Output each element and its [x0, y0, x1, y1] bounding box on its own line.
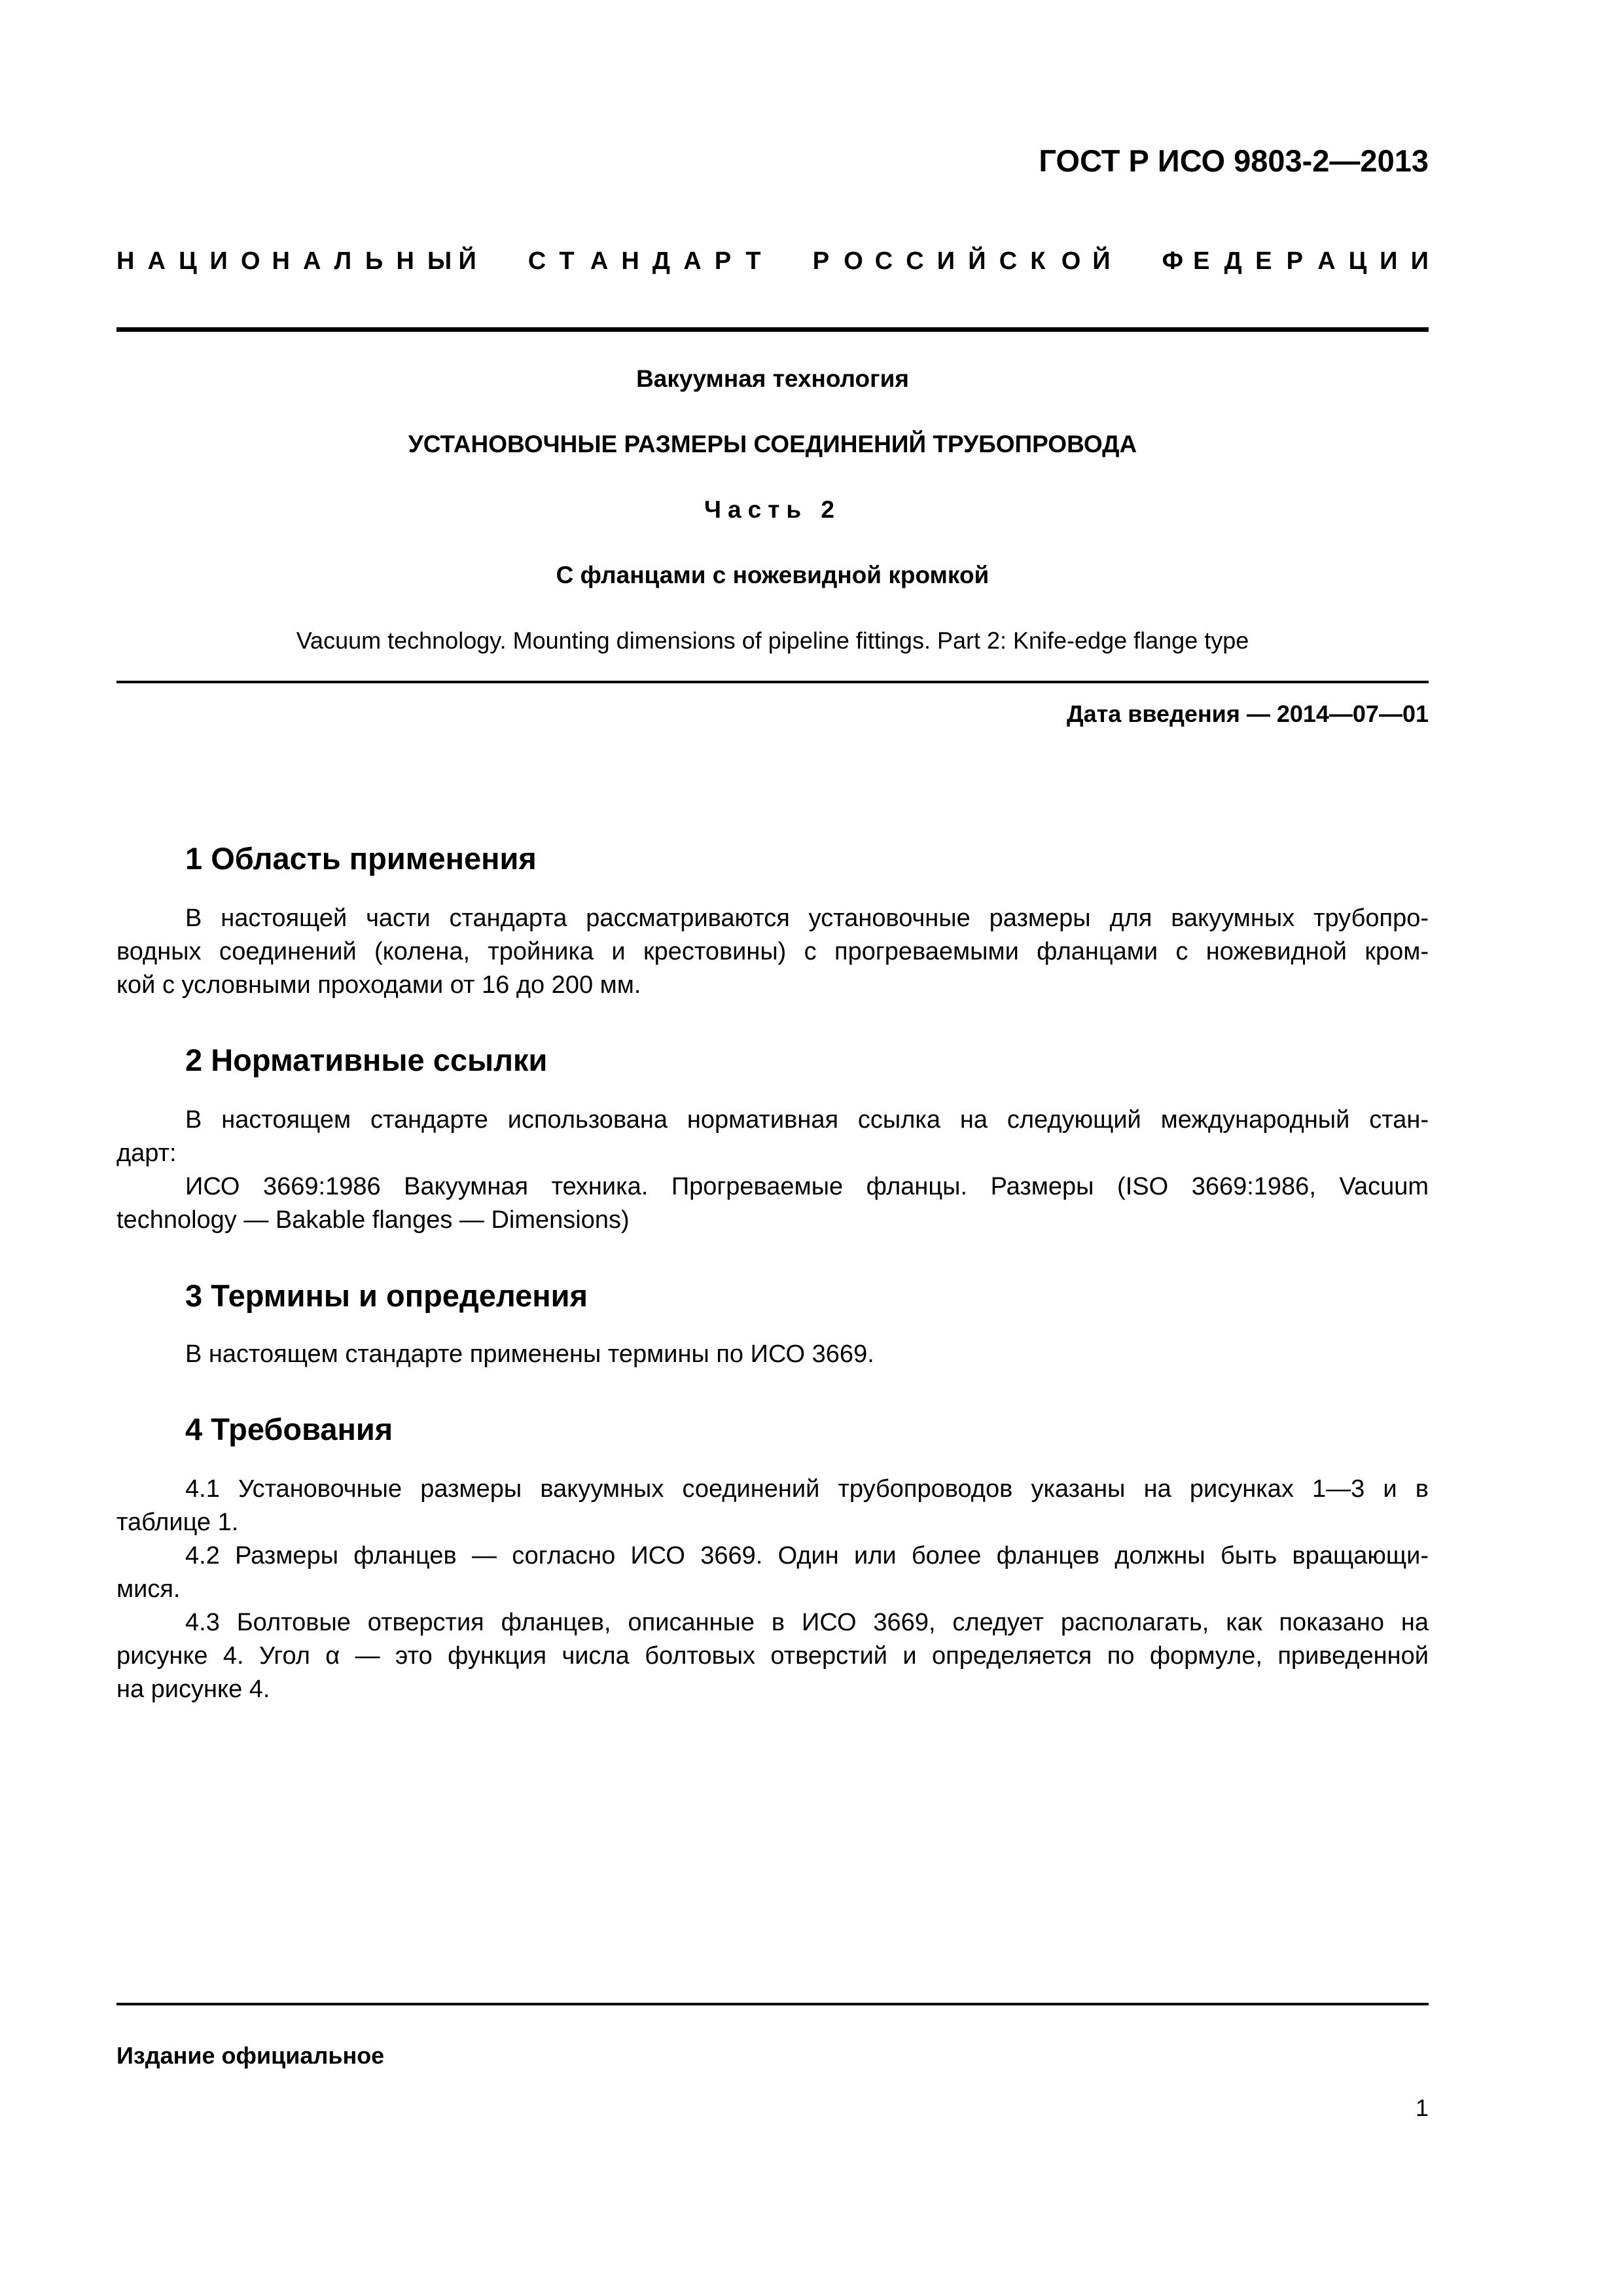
section-heading-terms: 3 Термины и определения: [185, 1278, 588, 1313]
nat-std-letter: Н: [396, 247, 414, 275]
title-divider: [116, 681, 1429, 683]
text-line: В настоящей части стандарта рассматриваются установочные размеры для вакуумных трубопро-: [185, 905, 1429, 932]
nat-std-letter: Р: [1286, 247, 1304, 275]
nat-std-word: [116, 247, 476, 276]
nat-std-letter: Д: [652, 247, 670, 275]
introduction-date: Дата введения — 2014—07—01: [1066, 700, 1429, 727]
nat-std-letter: А: [590, 247, 609, 275]
footer-divider: [116, 2003, 1429, 2005]
part-label: Часть 2: [704, 496, 841, 523]
text-line: В настоящем стандарте применены термины по ИСО 3669.: [185, 1340, 874, 1368]
official-edition-label: Издание официальное: [116, 2042, 385, 2069]
document-title: УСТАНОВОЧНЫЕ РАЗМЕРЫ СОЕДИНЕНИЙ ТРУБОПРОВОДА: [408, 431, 1137, 457]
field-title: Вакуумная технология: [636, 365, 909, 392]
section-heading-scope: 1 Область применения: [185, 841, 537, 876]
section-text-references: [116, 1103, 1429, 1237]
text-line: кой с условными проходами от 16 до 200 мм.: [116, 971, 641, 999]
text-line: мися.: [116, 1575, 181, 1603]
nat-std-letter: О: [844, 247, 863, 275]
page-number: 1: [1415, 2094, 1429, 2121]
text-line: technology — Bakable flanges — Dimensions): [116, 1206, 630, 1234]
nat-std-letter: С: [906, 247, 924, 275]
nat-std-letter: Н: [116, 247, 135, 275]
text-line: дарт:: [116, 1139, 177, 1167]
nat-std-letter: И: [1380, 247, 1398, 275]
nat-std-letter: Н: [621, 247, 639, 275]
nat-std-letter: С: [874, 247, 893, 275]
nat-std-word: [813, 247, 1111, 276]
text-line: таблице 1.: [116, 1509, 239, 1536]
nat-std-letter: Т: [745, 247, 761, 275]
nat-std-letter: А: [147, 247, 166, 275]
nat-std-letter: С: [527, 247, 546, 275]
nat-std-letter: Р: [714, 247, 732, 275]
nat-std-letter: И: [936, 247, 955, 275]
section-heading-requirements: 4 Требования: [185, 1412, 393, 1446]
nat-std-letter: Н: [272, 247, 290, 275]
nat-std-letter: Ф: [1162, 247, 1184, 275]
section-heading-references: 2 Нормативные ссылки: [185, 1043, 548, 1077]
nat-std-letter: А: [683, 247, 702, 275]
nat-std-letter: Ы: [427, 247, 452, 275]
nat-std-letter: Р: [812, 247, 830, 275]
section-text-requirements: [116, 1473, 1429, 1706]
nat-std-letter: Л: [334, 247, 352, 275]
nat-std-letter: Ц: [1348, 247, 1367, 275]
top-divider: [116, 327, 1429, 332]
nat-std-letter: О: [1061, 247, 1081, 275]
nat-std-letter: Ь: [365, 247, 383, 275]
english-title: Vacuum technology. Mounting dimensions of pipeline fittings. Part 2: Knife-edge flange type: [296, 627, 1249, 654]
section-text-scope: [116, 902, 1429, 1002]
nat-std-letter: И: [209, 247, 228, 275]
national-standard-line: [116, 247, 1429, 276]
text-line: рисунке 4. Угол α — это функция числа болтовых отверстий и определяется по формуле, приведенной: [116, 1642, 1429, 1670]
text-line: водных соединений (колена, тройника и крестовины) с прогреваемыми фланцами с ножевидной кром-: [116, 938, 1429, 965]
text-line: 4.3 Болтовые отверстия фланцев, описанные в ИСО 3669, следует располагать, как показано на: [185, 1609, 1429, 1636]
nat-std-letter: С: [999, 247, 1018, 275]
nat-std-word: [1162, 247, 1429, 276]
nat-std-letter: Е: [1193, 247, 1210, 275]
nat-std-letter: Й: [968, 247, 986, 275]
nat-std-letter: А: [1317, 247, 1336, 275]
nat-std-letter: К: [1030, 247, 1046, 275]
nat-std-letter: И: [1410, 247, 1429, 275]
nat-std-letter: Ц: [179, 247, 197, 275]
nat-std-letter: Й: [1092, 247, 1111, 275]
text-line: ИСО 3669:1986 Вакуумная техника. Прогреваемые фланцы. Размеры (ISO 3669:1986, Vacuum: [185, 1173, 1429, 1200]
nat-std-letter: А: [303, 247, 321, 275]
nat-std-word: [528, 247, 761, 276]
nat-std-letter: Е: [1255, 247, 1272, 275]
nat-std-letter: Й: [458, 247, 476, 275]
text-line: В настоящем стандарте использована нормативная ссылка на следующий международный стан-: [185, 1106, 1429, 1134]
text-line: 4.2 Размеры фланцев — согласно ИСО 3669. Один или более фланцев должны быть вращающи-: [185, 1542, 1429, 1570]
nat-std-letter: О: [241, 247, 260, 275]
text-line: на рисунке 4.: [116, 1676, 270, 1703]
document-code: ГОСТ Р ИСО 9803-2—2013: [1039, 143, 1429, 178]
section-text-terms: [116, 1338, 1429, 1371]
nat-std-letter: Т: [559, 247, 575, 275]
text-line: 4.1 Установочные размеры вакуумных соединений трубопроводов указаны на рисунках 1—3 и в: [185, 1475, 1429, 1503]
document-subtitle: С фланцами с ножевидной кромкой: [556, 562, 990, 588]
nat-std-letter: Д: [1224, 247, 1242, 275]
